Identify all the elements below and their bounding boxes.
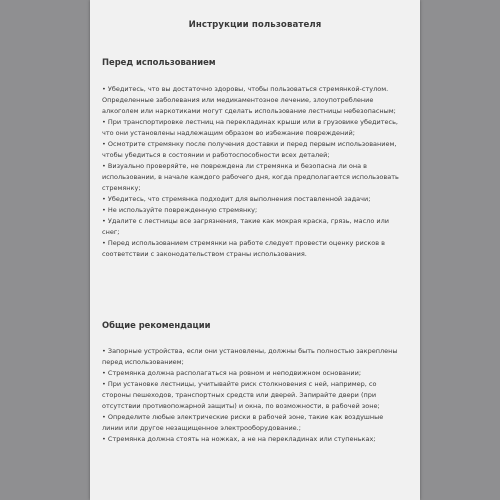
list-item: • Стремянка должна располагаться на ровном и неподвижном основании;: [102, 369, 362, 377]
list-item: • Определите любые электрические риски в рабочей зоне, такие как воздушные линии или другое незащищенное электрооборудование.;: [102, 413, 384, 432]
list-item: • Осмотрите стремянку после получения доставки и перед первым использованием, чтобы убедиться в состоянии и работоспособности всех деталей;: [102, 140, 397, 159]
list-item: • Запорные устройства, если они установлены, должны быть полностью закреплены перед использованием;: [102, 347, 398, 366]
list-item: • При транспортировке лестниц на перекладинах крыши или в грузовике убедитесь, что они установлены надлежащим образом во избежание повреждений;: [102, 118, 398, 137]
list-item: • Стремянка должна стоять на ножках, а не на перекладинах или ступеньках;: [102, 435, 376, 443]
document-title: Инструкции пользователя: [188, 20, 322, 30]
section-heading-before-use: Перед использованием: [102, 57, 216, 67]
instruction-page: [90, 0, 420, 500]
section-heading-general-recommendations: Общие рекомендации: [102, 320, 211, 330]
list-item: • Не используйте поврежденную стремянку;: [102, 206, 258, 214]
list-item: • Визуально проверяйте, не повреждена ли стремянка и безопасна ли она в использовании, в начале каждого рабочего дня, когда предполагается использовать стремянку;: [102, 162, 399, 192]
list-item: • Перед использованием стремянки на работе следует провести оценку рисков в соответствии с законодательством страны использования.: [102, 239, 385, 258]
list-item: • При установке лестницы, учитывайте риск столкновения с ней, например, со стороны пешеходов, транспортных средств или дверей. Запирайте двери (при отсутствии противопожарной защиты) и окна, по возможности, в рабочей зоне;: [102, 380, 380, 410]
general-recommendations-list: [102, 346, 402, 445]
list-item: • Удалите с лестницы все загрязнения, такие как мокрая краска, грязь, масло или снег;: [102, 217, 389, 236]
before-use-list: [102, 84, 402, 260]
list-item: • Убедитесь, что стремянка подходит для выполнения поставленной задачи;: [102, 195, 371, 203]
list-item: • Убедитесь, что вы достаточно здоровы, чтобы пользоваться стремянкой-стулом. Определенные заболевания или медикаментозное лечение, злоупотребление алкоголем или наркотиками могут сделать использование лестницы небезопасным;: [102, 85, 396, 115]
